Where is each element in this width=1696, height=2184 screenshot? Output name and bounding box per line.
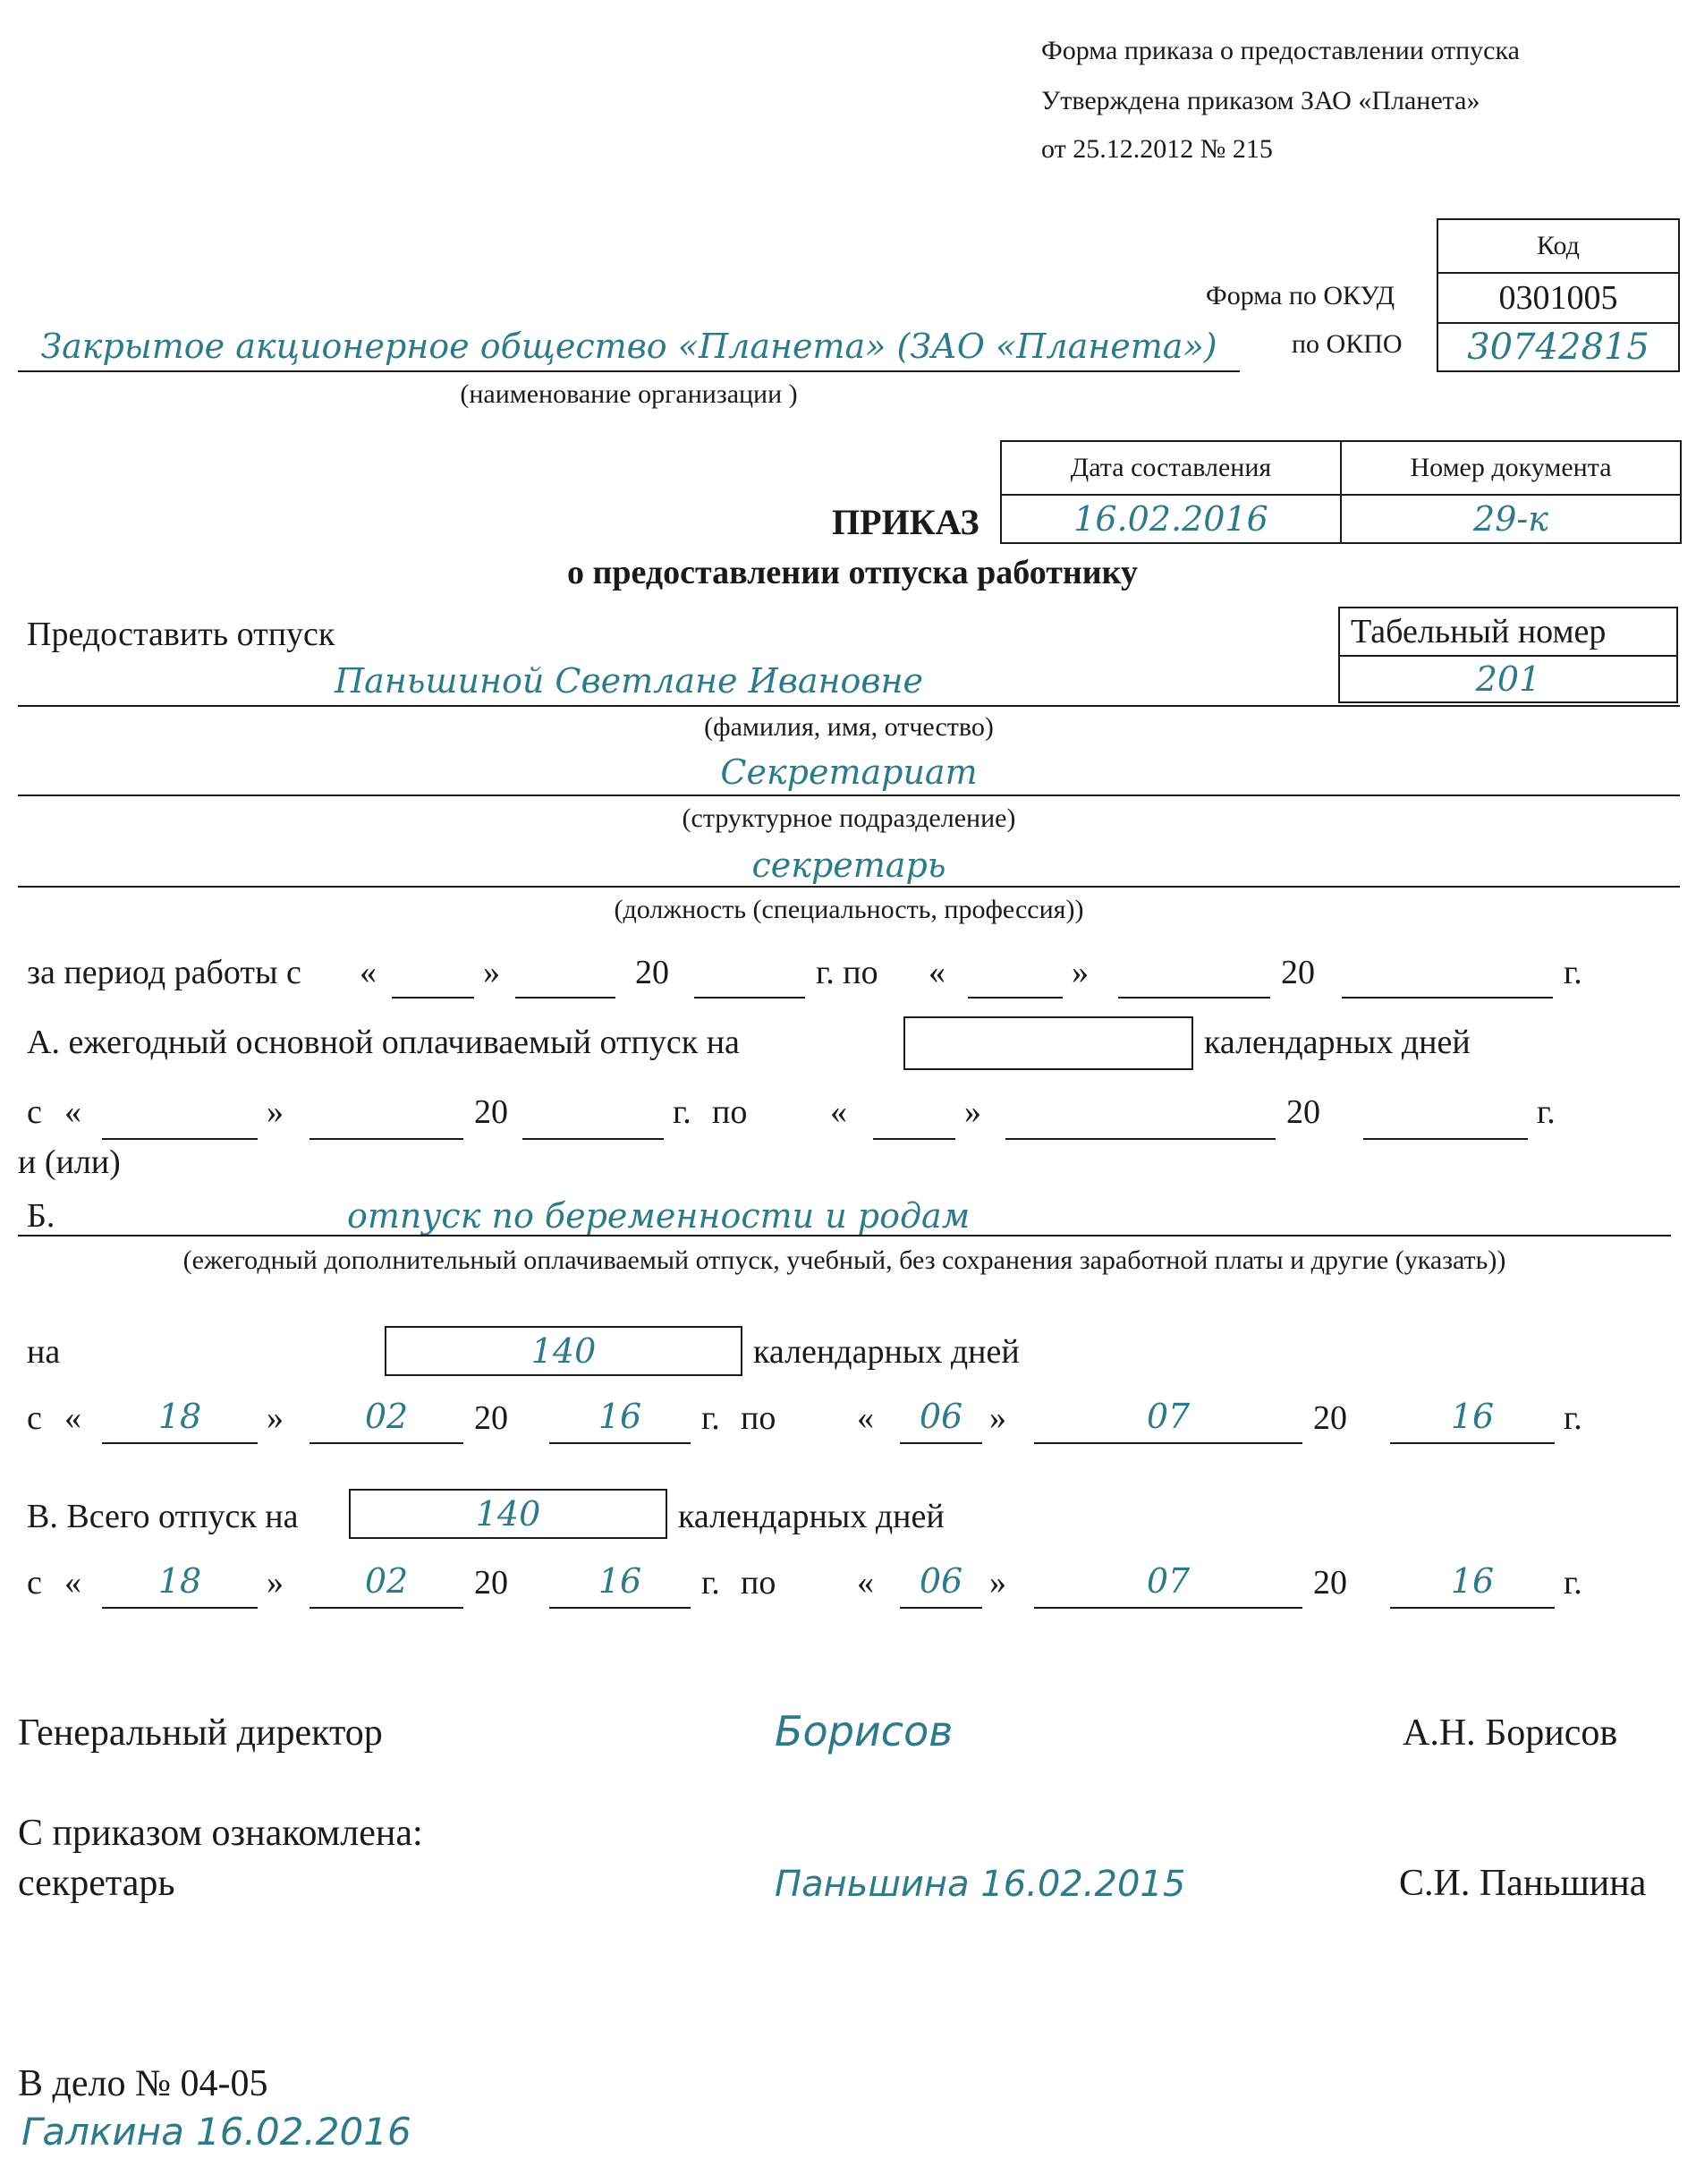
date-value-cell: [1000, 494, 1342, 544]
section-v-s: с: [27, 1564, 42, 1602]
section-a-to-g: г.: [1537, 1093, 1556, 1131]
tab-number-label: Табельный номер: [1351, 613, 1607, 650]
section-b-s: с: [27, 1399, 42, 1437]
organization-caption: (наименование организации ): [460, 379, 798, 409]
period-label: за период работы с: [27, 954, 301, 991]
period-to-quote-close: »: [1072, 954, 1089, 991]
section-v-from-g: г.: [701, 1564, 720, 1602]
director-name: А.Н. Борисов: [1403, 1712, 1618, 1754]
number-value-cell: [1340, 494, 1682, 544]
section-b-from-month: 02: [364, 1397, 409, 1436]
director-title: Генеральный директор: [18, 1712, 383, 1754]
section-b-from-g: г.: [701, 1399, 720, 1437]
section-a-from-day-line: [102, 1138, 258, 1140]
section-v-po: по: [741, 1564, 776, 1602]
section-a-to-day-line: [873, 1138, 955, 1140]
period-to-year-line: [1342, 997, 1553, 999]
section-v-label: В. Всего отпуск на: [27, 1498, 299, 1535]
section-b-po: по: [741, 1399, 776, 1437]
section-b-from-day: 18: [157, 1397, 202, 1436]
section-a-from-year-line: [522, 1138, 664, 1140]
section-v-days-box: [349, 1489, 667, 1539]
section-a-from-quote-open: «: [64, 1093, 81, 1131]
section-a-from-year-prefix: 20: [474, 1093, 508, 1131]
section-a-po: по: [712, 1093, 748, 1131]
employee-name: Паньшиной Светлане Ивановне: [334, 661, 924, 701]
section-v-to-quote-open: «: [857, 1564, 874, 1602]
section-a-to-year-line: [1363, 1138, 1528, 1140]
section-b-to-year: 16: [1450, 1397, 1495, 1436]
period-to-quote-open: «: [929, 954, 946, 991]
acknowledgement-name: С.И. Паньшина: [1399, 1863, 1647, 1904]
section-v-from-day-line: [102, 1607, 258, 1609]
number-header-cell: [1340, 440, 1682, 496]
section-v-to-quote-close: »: [989, 1564, 1006, 1602]
section-v-from-month-line: [310, 1607, 463, 1609]
section-b-to-month: 07: [1146, 1397, 1191, 1436]
section-v-from-year-prefix: 20: [474, 1564, 508, 1602]
organization-name: Закрытое акционерное общество «Планета» (ЗАО «Планета»): [40, 327, 1217, 366]
section-b-to-quote-open: «: [857, 1399, 874, 1437]
section-b-to-year-prefix: 20: [1313, 1399, 1347, 1437]
kod-header-cell: [1437, 218, 1680, 274]
employee-name-underline: [18, 705, 1680, 707]
page-title: ПРИКАЗ: [832, 502, 979, 542]
section-v-from-quote-open: «: [64, 1564, 81, 1602]
section-b-to-day-line: [900, 1442, 982, 1444]
okud-label: Форма по ОКУД: [1206, 281, 1395, 310]
section-b-to-g: г.: [1564, 1399, 1582, 1437]
section-b-to-year-line: [1390, 1442, 1555, 1444]
section-a-to-quote-open: «: [830, 1093, 847, 1131]
section-b-to-day: 06: [919, 1397, 963, 1436]
section-a-from-g: г.: [673, 1093, 691, 1131]
period-to-year-prefix: 20: [1281, 954, 1315, 991]
section-a-to-year-prefix: 20: [1286, 1093, 1320, 1131]
section-v-from-year: 16: [598, 1561, 642, 1601]
period-from-year-prefix: 20: [635, 954, 669, 991]
date-header-cell: [1000, 440, 1342, 496]
tab-number-header-cell: [1338, 607, 1678, 657]
file-label: В дело № 04-05: [18, 2063, 268, 2104]
section-v-to-g: г.: [1564, 1564, 1582, 1602]
file-signature: Галкина 16.02.2016: [21, 2110, 411, 2154]
section-b-to-month-line: [1034, 1442, 1302, 1444]
tab-number-cell: [1338, 655, 1678, 703]
section-v-to-month-line: [1034, 1607, 1302, 1609]
date-value: 16.02.2016: [1073, 499, 1268, 539]
section-b-to-quote-close: »: [989, 1399, 1006, 1437]
section-a-days-box: [903, 1016, 1193, 1070]
page-subtitle: о предоставлении отпуска работнику: [566, 554, 1139, 591]
kod-label: Код: [1537, 231, 1580, 260]
section-a-from-quote-close: »: [267, 1093, 284, 1131]
section-b-from-day-line: [102, 1442, 258, 1444]
director-signature: Борисов: [775, 1707, 954, 1755]
acknowledgement-signature: Паньшина 16.02.2015: [775, 1864, 1186, 1905]
period-g: г.: [1564, 954, 1582, 991]
period-from-day-line: [392, 997, 474, 999]
section-a-from-month-line: [310, 1138, 463, 1140]
section-v-from-year-line: [549, 1607, 691, 1609]
section-v-to-year: 16: [1450, 1561, 1495, 1601]
section-b-days-box: [385, 1326, 742, 1376]
section-a-to-quote-close: »: [964, 1093, 981, 1131]
section-v-to-month: 07: [1146, 1561, 1191, 1601]
tab-number-value: 201: [1475, 659, 1541, 699]
okpo-cell: [1437, 322, 1680, 372]
section-v-from-day: 18: [157, 1561, 202, 1601]
okud-cell: [1437, 272, 1680, 324]
section-b-from-month-line: [310, 1442, 463, 1444]
section-b-label: Б.: [27, 1197, 55, 1235]
section-a-days-label: календарных дней: [1204, 1024, 1471, 1061]
section-b-underline: [18, 1235, 1671, 1236]
number-value: 29-к: [1473, 499, 1548, 539]
section-v-from-quote-close: »: [267, 1564, 284, 1602]
section-b-na: на: [27, 1333, 61, 1371]
position-caption: (должность (специальность, профессия)): [614, 895, 1084, 924]
okud-value: 0301005: [1498, 279, 1618, 317]
section-b-days-label: календарных дней: [753, 1333, 1020, 1371]
section-a-label: А. ежегодный основной оплачиваемый отпуск на: [27, 1024, 740, 1061]
period-from-year-line: [694, 997, 805, 999]
section-b-from-year: 16: [598, 1397, 642, 1436]
section-b-from-quote-open: «: [64, 1399, 81, 1437]
organization-underline: [18, 370, 1240, 372]
section-b-from-quote-close: »: [267, 1399, 284, 1437]
section-a-to-month-line: [1005, 1138, 1276, 1140]
date-label: Дата составления: [1070, 453, 1272, 482]
department-underline: [18, 795, 1680, 796]
period-from-quote-open: «: [360, 954, 377, 991]
section-b-caption: (ежегодный дополнительный оплачиваемый отпуск, учебный, без сохранения заработной платы и другие (указать)): [182, 1245, 1506, 1275]
period-from-month-line: [515, 997, 615, 999]
number-label: Номер документа: [1410, 453, 1612, 482]
section-b-type: отпуск по беременности и родам: [347, 1196, 971, 1236]
period-to-day-line: [968, 997, 1063, 999]
period-g-po: г. по: [816, 954, 878, 991]
section-v-to-year-line: [1390, 1607, 1555, 1609]
period-from-quote-close: »: [483, 954, 500, 991]
okpo-label: по ОКПО: [1292, 329, 1403, 359]
acknowledgement-position: секретарь: [18, 1863, 175, 1904]
form-header-line3: от 25.12.2012 № 215: [1041, 134, 1273, 164]
section-v-to-year-prefix: 20: [1313, 1564, 1347, 1602]
grant-label: Предоставить отпуск: [27, 616, 335, 653]
section-v-to-day: 06: [919, 1561, 963, 1601]
section-v-to-day-line: [900, 1607, 982, 1609]
section-b-from-year-line: [549, 1442, 691, 1444]
position-underline: [18, 886, 1680, 888]
form-header-line1: Форма приказа о предоставлении отпуска: [1041, 36, 1520, 65]
employee-name-caption: (фамилия, имя, отчество): [704, 712, 994, 742]
okpo-value: 30742815: [1467, 327, 1649, 368]
section-a-s: с: [27, 1093, 42, 1131]
section-v-days-label: календарных дней: [678, 1498, 945, 1535]
form-header-line2: Утверждена приказом ЗАО «Планета»: [1041, 86, 1480, 115]
and-or-label: и (или): [18, 1143, 121, 1181]
section-v-from-month: 02: [364, 1561, 409, 1601]
department-caption: (структурное подразделение): [682, 803, 1016, 833]
section-b-days-value: 140: [530, 1331, 597, 1371]
position-value: секретарь: [751, 846, 946, 885]
department-value: Секретариат: [720, 752, 978, 792]
period-to-month-line: [1118, 997, 1270, 999]
section-v-days-value: 140: [475, 1494, 541, 1534]
section-b-from-year-prefix: 20: [474, 1399, 508, 1437]
acknowledgement-label: С приказом ознакомлена:: [18, 1813, 423, 1854]
